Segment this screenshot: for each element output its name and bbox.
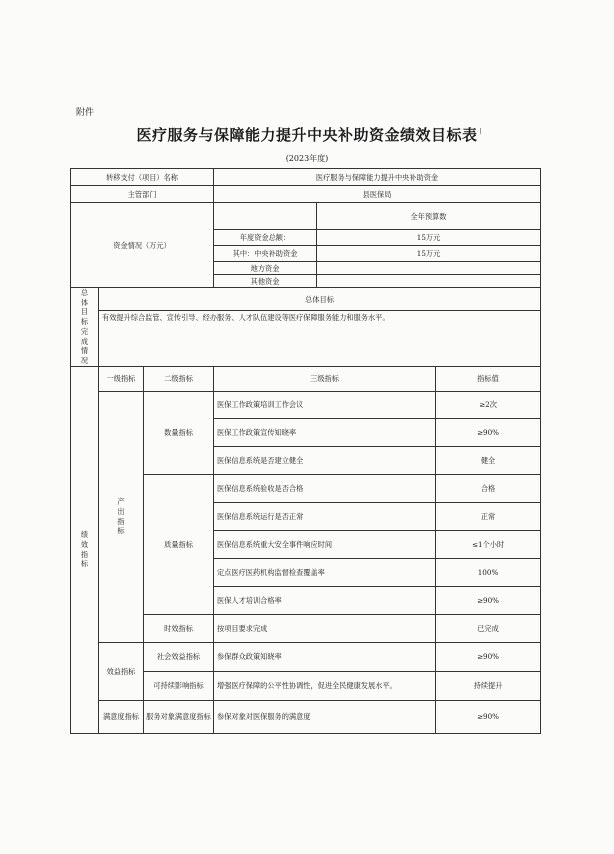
indicator-value: ≥90% <box>436 586 541 614</box>
indicator-name: 医保工作政策宣传知晓率 <box>214 418 436 446</box>
indicator-name: 医保信息系统验收是否合格 <box>214 474 436 502</box>
fund-row-value <box>317 275 541 288</box>
overall-label: 总体目标完成情况 <box>71 288 99 367</box>
indicator-value: 100% <box>436 558 541 586</box>
overall-text: 有效提升综合监管、宣传引导、经办服务、人才队伍建设等医疗保障服务能力和服务水平。 <box>99 311 541 366</box>
year-label: (2023年度) <box>285 154 329 163</box>
indicator-value: 已完成 <box>436 614 541 642</box>
timeliness-label: 时效指标 <box>144 614 214 642</box>
col-header-level1: 一级指标 <box>99 366 144 391</box>
transfer-label: 转移支付（项目）名称 <box>71 169 214 186</box>
indicator-value: ≥2次 <box>436 391 541 418</box>
transfer-value: 医疗服务与保障能力提升中央补助资金 <box>214 169 541 186</box>
indicator-name: 参保群众政策知晓率 <box>214 642 436 671</box>
quality-label: 质量指标 <box>144 474 214 614</box>
fund-row-label: 其他资金 <box>214 275 317 288</box>
sustain-label: 可持续影响指标 <box>144 671 214 700</box>
indicator-value: 持续提升 <box>436 671 541 700</box>
indicator-name: 医保信息系统重大安全事件响应时间 <box>214 530 436 558</box>
indicator-name: 医保信息系统是否建立健全 <box>214 446 436 474</box>
benefit-label: 效益指标 <box>99 642 144 700</box>
budget-header: 全年预算数 <box>317 203 541 230</box>
indicator-value: 正常 <box>436 502 541 530</box>
social-label: 社会效益指标 <box>144 642 214 671</box>
fund-row-value: 15万元 <box>317 246 541 262</box>
indicator-value: 健全 <box>436 446 541 474</box>
indicator-value: ≥90% <box>436 700 541 733</box>
indicator-name: 医保工作政策培训工作会议 <box>214 391 436 418</box>
fund-row-value: 15万元 <box>317 230 541 246</box>
indicator-name: 医保人才培训合格率 <box>214 586 436 614</box>
indicator-name: 参保对象对医保服务的满意度 <box>214 700 436 733</box>
attachment-label: 附件 <box>76 108 95 118</box>
quantity-label: 数量指标 <box>144 391 214 474</box>
col-header-level2: 二级指标 <box>144 366 214 391</box>
satisfaction-label: 满意度指标 <box>99 700 144 733</box>
indicator-value: ≤1个小时 <box>436 530 541 558</box>
fund-row-label: 其中：中央补助资金 <box>214 246 317 262</box>
fund-row-value <box>317 262 541 275</box>
indicators-side-label: 绩效指标 <box>71 366 99 733</box>
indicator-name: 定点医疗医药机构监督检查覆盖率 <box>214 558 436 586</box>
col-header-value: 指标值 <box>436 366 541 391</box>
indicator-name: 按项目要求完成 <box>214 614 436 642</box>
indicator-value: ≥90% <box>436 642 541 671</box>
service-sat-label: 服务对象满意度指标 <box>144 700 214 733</box>
indicator-name: 增强医疗保障的公平性协调性，促进全民健康发展水平。 <box>214 671 436 700</box>
funds-label: 资金情况（万元） <box>71 203 214 288</box>
col-header-level3: 三级指标 <box>214 366 436 391</box>
fund-row-label: 地方资金 <box>214 262 317 275</box>
indicator-value: 合格 <box>436 474 541 502</box>
dept-value: 县医保局 <box>214 186 541 203</box>
indicator-name: 医保信息系统运行是否正常 <box>214 502 436 530</box>
overall-title: 总体目标 <box>99 288 541 311</box>
page-title: 医疗服务与保障能力提升中央补助资金绩效目标表 <box>136 126 478 144</box>
output-label: 产出指标 <box>99 391 144 642</box>
performance-target-table <box>70 168 541 734</box>
dept-label: 主管部门 <box>71 186 214 203</box>
fund-row-label: 年度资金总额： <box>214 230 317 246</box>
indicator-value: ≥90% <box>436 418 541 446</box>
